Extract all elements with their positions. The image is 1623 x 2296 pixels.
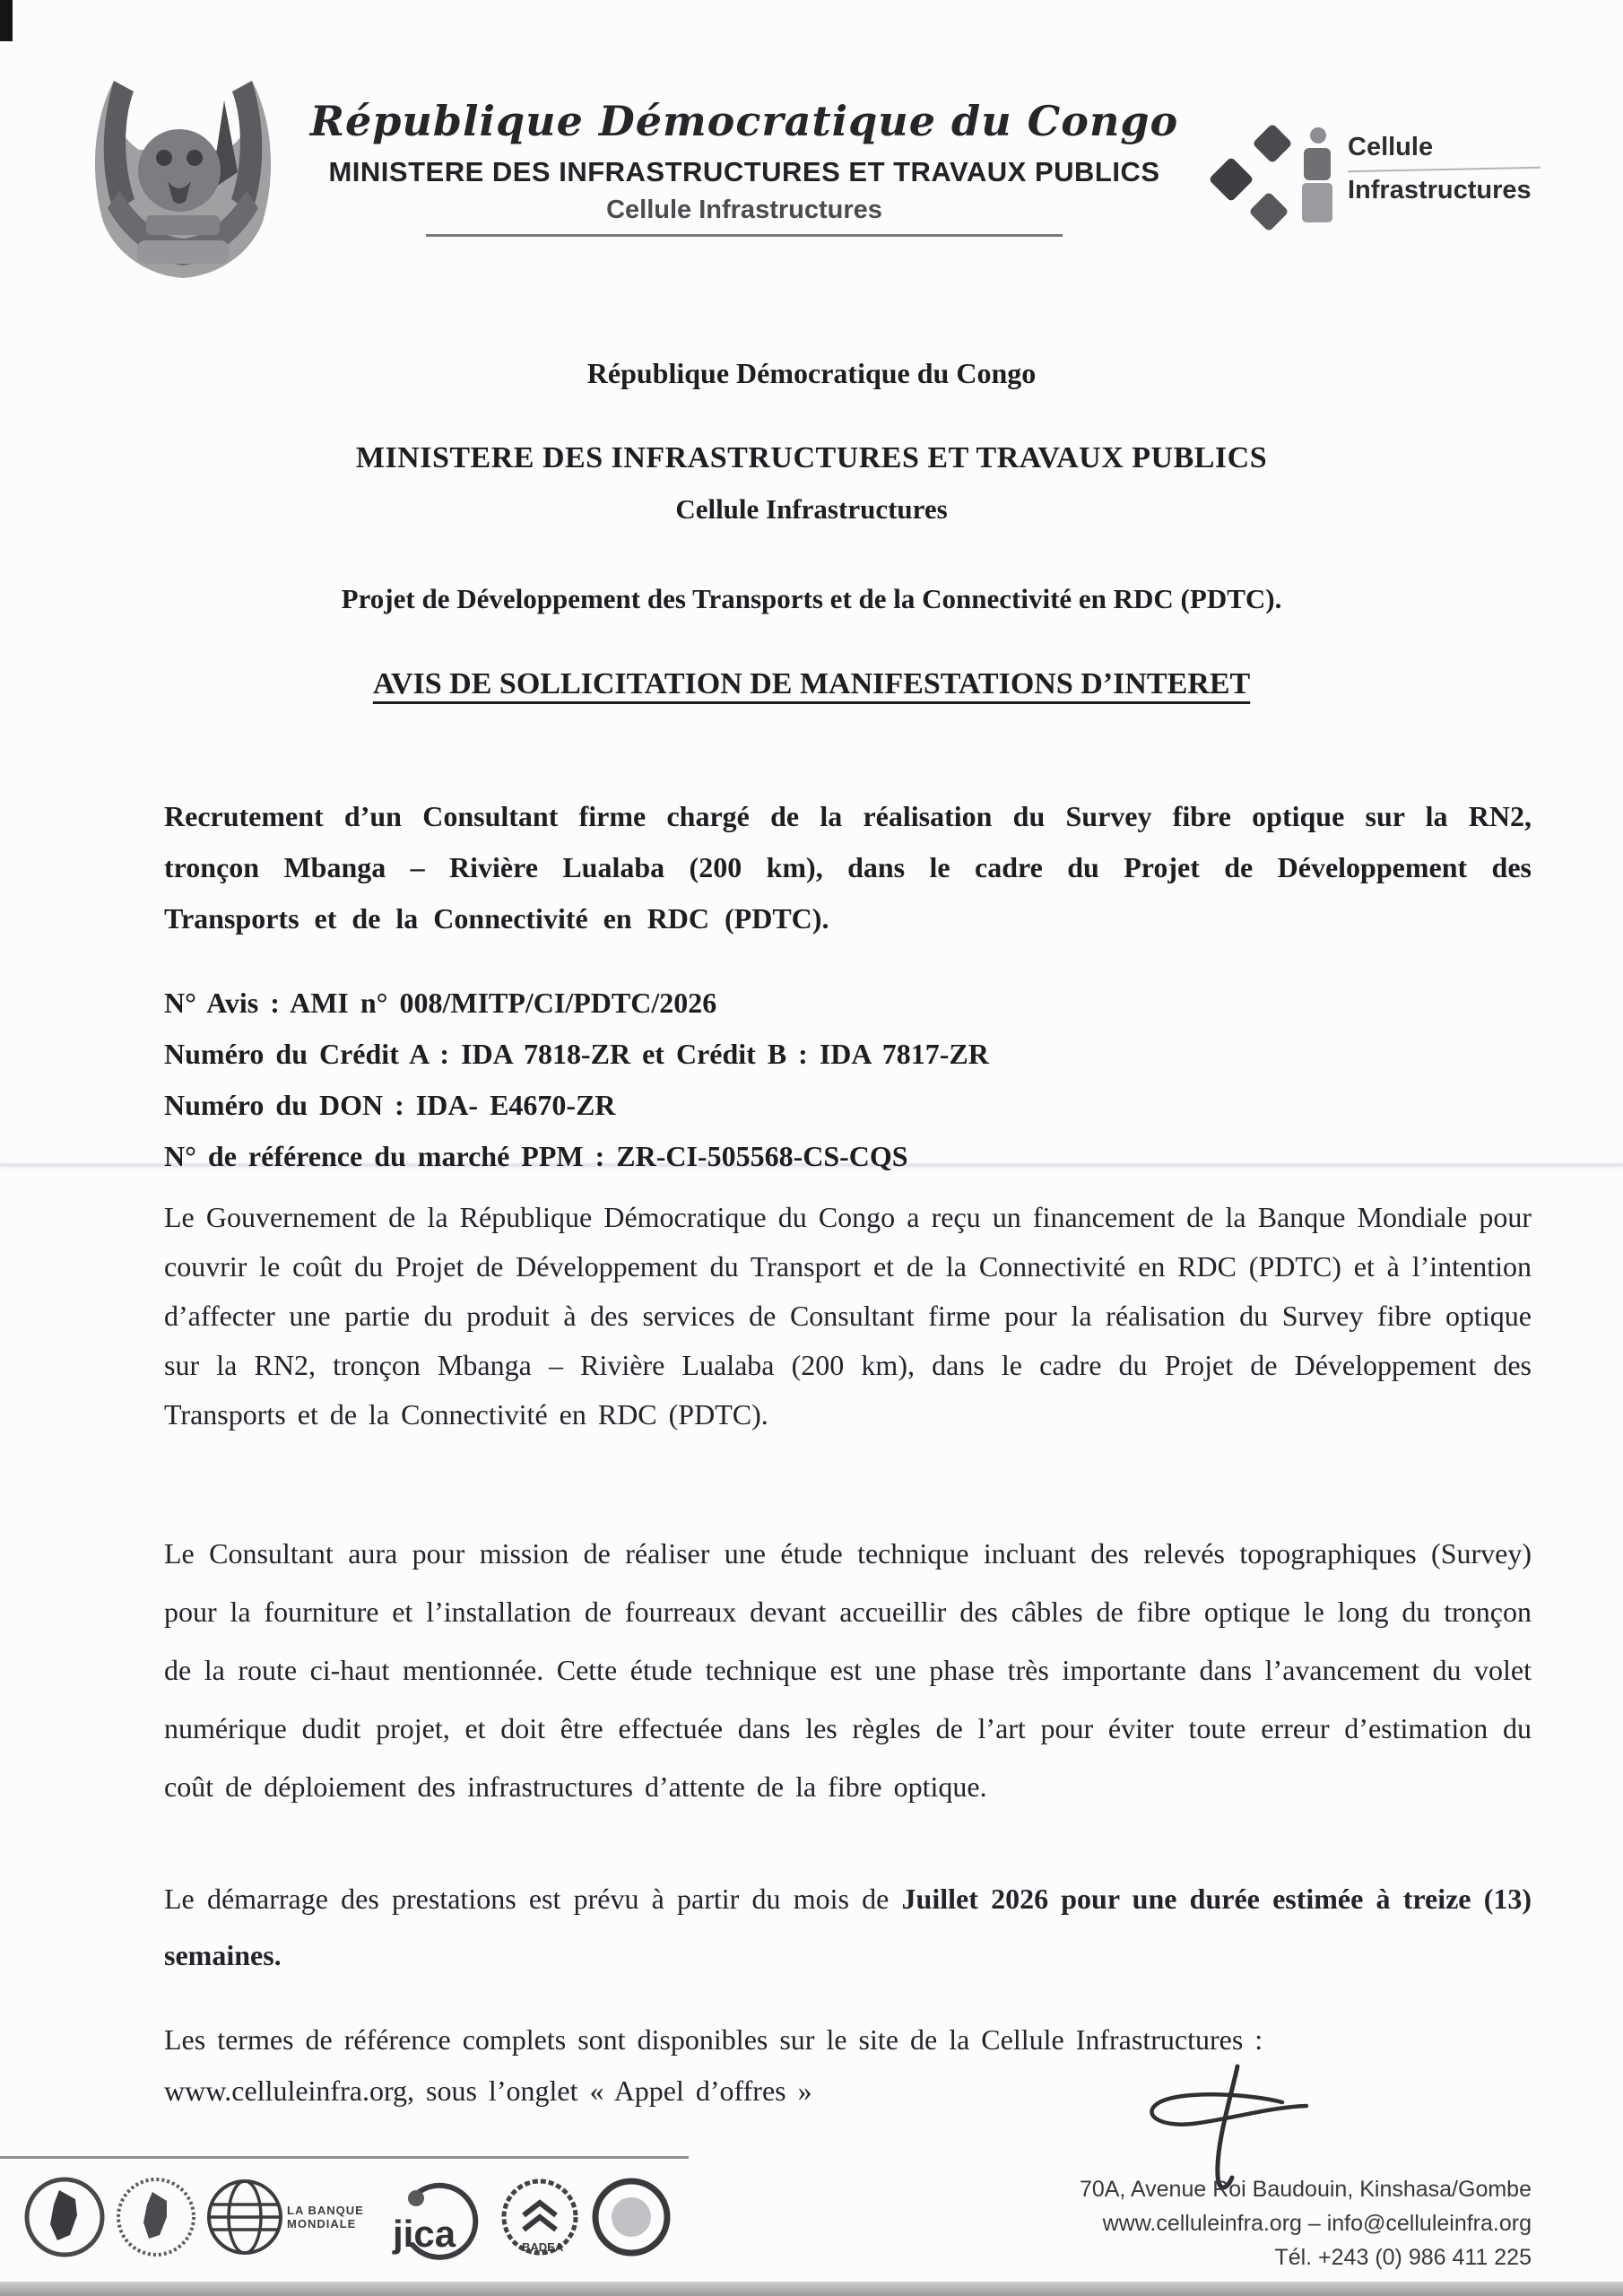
doc-notice-title: AVIS DE SOLLICITATION DE MANIFESTATIONS D’INTERET	[372, 667, 1251, 700]
svg-text:jica: jica	[392, 2212, 456, 2255]
svg-text:BADEA: BADEA	[521, 2240, 564, 2254]
jica-logo	[373, 2175, 490, 2260]
reference-line: Numéro du Crédit A : IDA 7818-ZR et Crédit B : IDA 7817-ZR	[164, 1038, 989, 1070]
footer-phone: Tél. +243 (0) 986 411 225	[1274, 2245, 1532, 2270]
worldbank-logo	[206, 2176, 364, 2258]
letterhead-underline	[426, 234, 1063, 237]
reference-line: N° Avis : AMI n° 008/MITP/CI/PDTC/2026	[164, 987, 717, 1019]
footer-partner-logos	[23, 2167, 705, 2267]
reference-block	[164, 978, 1532, 1182]
logo-diamond-icon	[1252, 123, 1292, 163]
letterhead-ministry: MINISTERE DES INFRASTRUCTURES ET TRAVAUX PUBLICS	[328, 156, 1160, 187]
letterhead-republic-script: République Démocratique du Congo	[309, 97, 1179, 145]
subject-paragraph: Recrutement d’un Consultant firme chargé de la réalisation du Survey fibre optique sur la RN2, tronçon Mbanga – Rivière Lualaba (200 km), dans le cadre du Projet de Développement des Transports et de la Connectivité en RDC (PDTC).	[164, 800, 1532, 935]
afdb-logo-icon	[23, 2176, 106, 2258]
logo-wordmark	[1348, 133, 1541, 205]
body-paragraph-3: Le démarrage des prestations est prévu à partir du mois de Juillet 2026 pour une durée estimée à treize (13) semaines.	[164, 1883, 1532, 1971]
logo-person-icon	[1304, 148, 1331, 180]
doc-project-heading: Projet de Développement des Transports et de la Connectivité en RDC (PDTC).	[341, 583, 1282, 614]
badea-logo	[499, 2176, 581, 2258]
logo-scribble-line	[1348, 167, 1541, 173]
body-paragraph-1: Le Gouvernement de la République Démocratique du Congo a reçu un financement de la Banque Mondiale pour couvrir le coût du Projet de Développement du Transport et de la Connectivité en RDC (PDTC) et à l’intention d’affecter une partie du produit à des services de Consultant firme pour la réalisation du Survey fibre optique sur la RN2, tronçon Mbanga – Rivière Lualaba (200 km), dans le cadre du Projet de Développement des Transports et de la Connectivité en RDC (PDTC).	[164, 1201, 1532, 1431]
doc-ministry-heading: MINISTERE DES INFRASTRUCTURES ET TRAVAUX PUBLICS	[355, 441, 1268, 474]
logo-diamond-icon	[1248, 191, 1289, 231]
cellule-infrastructures-logo	[1206, 124, 1565, 249]
doc-cellule-heading: Cellule Infrastructures	[675, 493, 948, 525]
ofid-logo-icon	[590, 2176, 673, 2258]
body-paragraph-2: Le Consultant aura pour mission de réaliser une étude technique incluant des relevés topographiques (Survey) pour la fourniture et l’installation de fourreaux devant accueillir des câbles de fibre optique le long du tronçon de la route ci-haut mentionnée. Cette étude technique est une phase très importante dans l’avancement du volet numérique dudit projet, et doit être effectuée dans les règles de l’art pour éviter toute erreur d’estimation du coût de déploiement des infrastructures d’attente de la fibre optique.	[164, 1537, 1532, 1803]
terms-line-2: www.celluleinfra.org, sous l’onglet « Appel d’offres »	[164, 2074, 812, 2107]
footer-address-block	[850, 2172, 1532, 2274]
scan-bottom-edge	[0, 2282, 1623, 2296]
logo-word-cellule: Cellule	[1348, 133, 1434, 161]
reference-line: Numéro du DON : IDA- E4670-ZR	[164, 1089, 616, 1121]
footer-divider	[0, 2156, 689, 2159]
logo-diamond-icon	[1209, 157, 1254, 203]
worldbank-label: LA BANQUE MONDIALE	[287, 2204, 364, 2231]
footer-address: 70A, Avenue Roi Baudouin, Kinshasa/Gombe	[1079, 2177, 1532, 2202]
letterhead	[287, 97, 1202, 237]
doc-republic-heading: République Démocratique du Congo	[586, 357, 1037, 389]
reference-line: N° de référence du marché PPM : ZR-CI-505568-CS-CQS	[164, 1140, 908, 1172]
footer-web-email: www.celluleinfra.org – info@celluleinfra.org	[1102, 2211, 1532, 2236]
terms-line-1: Les termes de référence complets sont disponibles sur le site de la Cellule Infrastructures :	[164, 2023, 1263, 2056]
scan-artifact-corner	[0, 0, 13, 41]
drc-coat-of-arms-icon	[67, 65, 299, 289]
logo-person-icon	[1302, 183, 1332, 222]
afdb-fund-logo-icon	[115, 2176, 197, 2258]
logo-word-infrastructures: Infrastructures	[1348, 176, 1532, 204]
logo-person-icon	[1310, 127, 1326, 144]
letterhead-cellule: Cellule Infrastructures	[606, 196, 882, 224]
